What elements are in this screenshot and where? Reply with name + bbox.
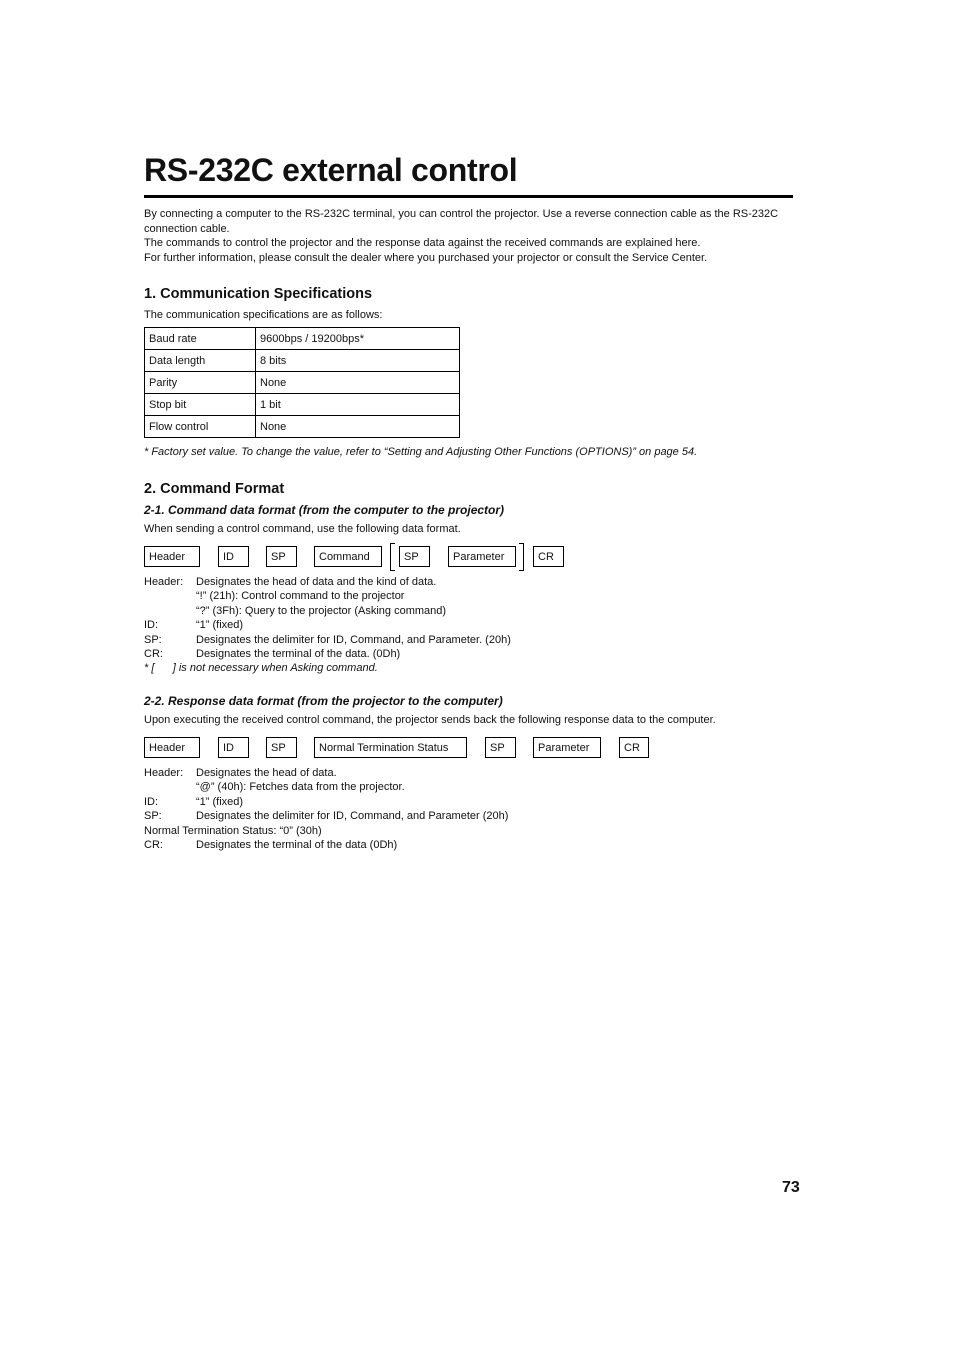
def-text: Designates the delimiter for ID, Command, and Parameter. (20h)	[196, 633, 511, 646]
spec-name: Stop bit	[145, 394, 256, 416]
subsection-lead: When sending a control command, use the following data format.	[144, 523, 461, 535]
communication-spec-table	[144, 327, 460, 438]
spec-name: Flow control	[145, 416, 256, 438]
field-box-parameter: Parameter	[448, 546, 516, 567]
field-box-normal-termination-status: Normal Termination Status	[314, 737, 467, 758]
intro-text	[144, 207, 796, 265]
field-box-header: Header	[144, 737, 200, 758]
factory-setting-note: * Factory set value. To change the value, refer to “Setting and Adjusting Other Functions (OPTIONS)” on page 54.	[144, 446, 698, 458]
field-box-header: Header	[144, 546, 200, 567]
title-rule	[144, 195, 793, 198]
spec-value: 9600bps / 19200bps*	[256, 328, 460, 350]
def-key: SP:	[144, 810, 162, 823]
subsection-heading-response-data: 2-2. Response data format (from the projector to the computer)	[144, 694, 503, 708]
optional-bracket-open	[390, 543, 395, 571]
table-row	[145, 350, 460, 372]
command-field-definitions	[144, 575, 511, 676]
optional-bracket-close	[519, 543, 524, 571]
page-number: 73	[782, 1179, 800, 1196]
page-title: RS-232C external control	[144, 152, 518, 188]
intro-paragraph: By connecting a computer to the RS-232C terminal, you can control the projector. Use a reverse connection cable as the RS-232C connection cable.	[144, 208, 779, 235]
intro-paragraph: For further information, please consult the dealer where you purchased your projector or consult the Service Center.	[144, 251, 708, 264]
field-box-id: ID	[218, 737, 249, 758]
def-key: CR:	[144, 839, 163, 852]
spec-value: None	[256, 372, 460, 394]
section-heading-command-format: 2. Command Format	[144, 481, 285, 497]
field-box-parameter: Parameter	[533, 737, 601, 758]
asking-command-note: * [ ] is not necessary when Asking command.	[144, 662, 378, 675]
field-box-cr: CR	[619, 737, 649, 758]
subsection-heading-command-data: 2-1. Command data format (from the computer to the projector)	[144, 503, 505, 517]
spec-value: None	[256, 416, 460, 438]
def-text: Designates the terminal of the data (0Dh)	[196, 839, 398, 852]
table-row	[145, 328, 460, 350]
field-box-id: ID	[218, 546, 249, 567]
field-box-sp: SP	[266, 546, 297, 567]
def-key: Header:	[144, 767, 184, 779]
def-text: Designates the head of data and the kind of data.	[196, 576, 437, 588]
section-lead: The communication specifications are as follows:	[144, 309, 383, 321]
def-text: Normal Termination Status: “0” (30h)	[144, 824, 322, 837]
subsection-lead: Upon executing the received control command, the projector sends back the following response data to the computer.	[144, 714, 716, 726]
table-row	[145, 416, 460, 438]
spec-name: Baud rate	[145, 328, 256, 350]
spec-value: 8 bits	[256, 350, 460, 372]
field-box-sp-optional: SP	[399, 546, 430, 567]
section-heading-communication-specs: 1. Communication Specifications	[144, 286, 373, 302]
response-field-definitions	[144, 766, 508, 852]
field-box-cr: CR	[533, 546, 564, 567]
intro-paragraph: The commands to control the projector and the response data against the received commands are explained here.	[144, 237, 701, 250]
def-text: “?” (3Fh): Query to the projector (Asking command)	[196, 604, 447, 617]
spec-name: Data length	[145, 350, 256, 372]
def-text: “1” (fixed)	[196, 619, 244, 632]
spec-value: 1 bit	[256, 394, 460, 416]
def-key: CR:	[144, 648, 163, 661]
def-key: Header:	[144, 576, 184, 588]
table-row	[145, 372, 460, 394]
def-text: “!” (21h): Control command to the projector	[196, 590, 405, 603]
def-text: Designates the terminal of the data. (0Dh)	[196, 648, 401, 661]
def-text: Designates the head of data.	[196, 767, 337, 779]
def-text: “@” (40h): Fetches data from the projector.	[196, 781, 405, 794]
def-key: SP:	[144, 633, 162, 646]
field-box-sp: SP	[266, 737, 297, 758]
table-row	[145, 394, 460, 416]
def-text: Designates the delimiter for ID, Command, and Parameter (20h)	[196, 810, 509, 823]
field-box-command: Command	[314, 546, 382, 567]
field-box-sp: SP	[485, 737, 516, 758]
def-text: “1” (fixed)	[196, 795, 244, 808]
def-key: ID:	[144, 619, 159, 632]
def-key: ID:	[144, 795, 159, 808]
spec-name: Parity	[145, 372, 256, 394]
